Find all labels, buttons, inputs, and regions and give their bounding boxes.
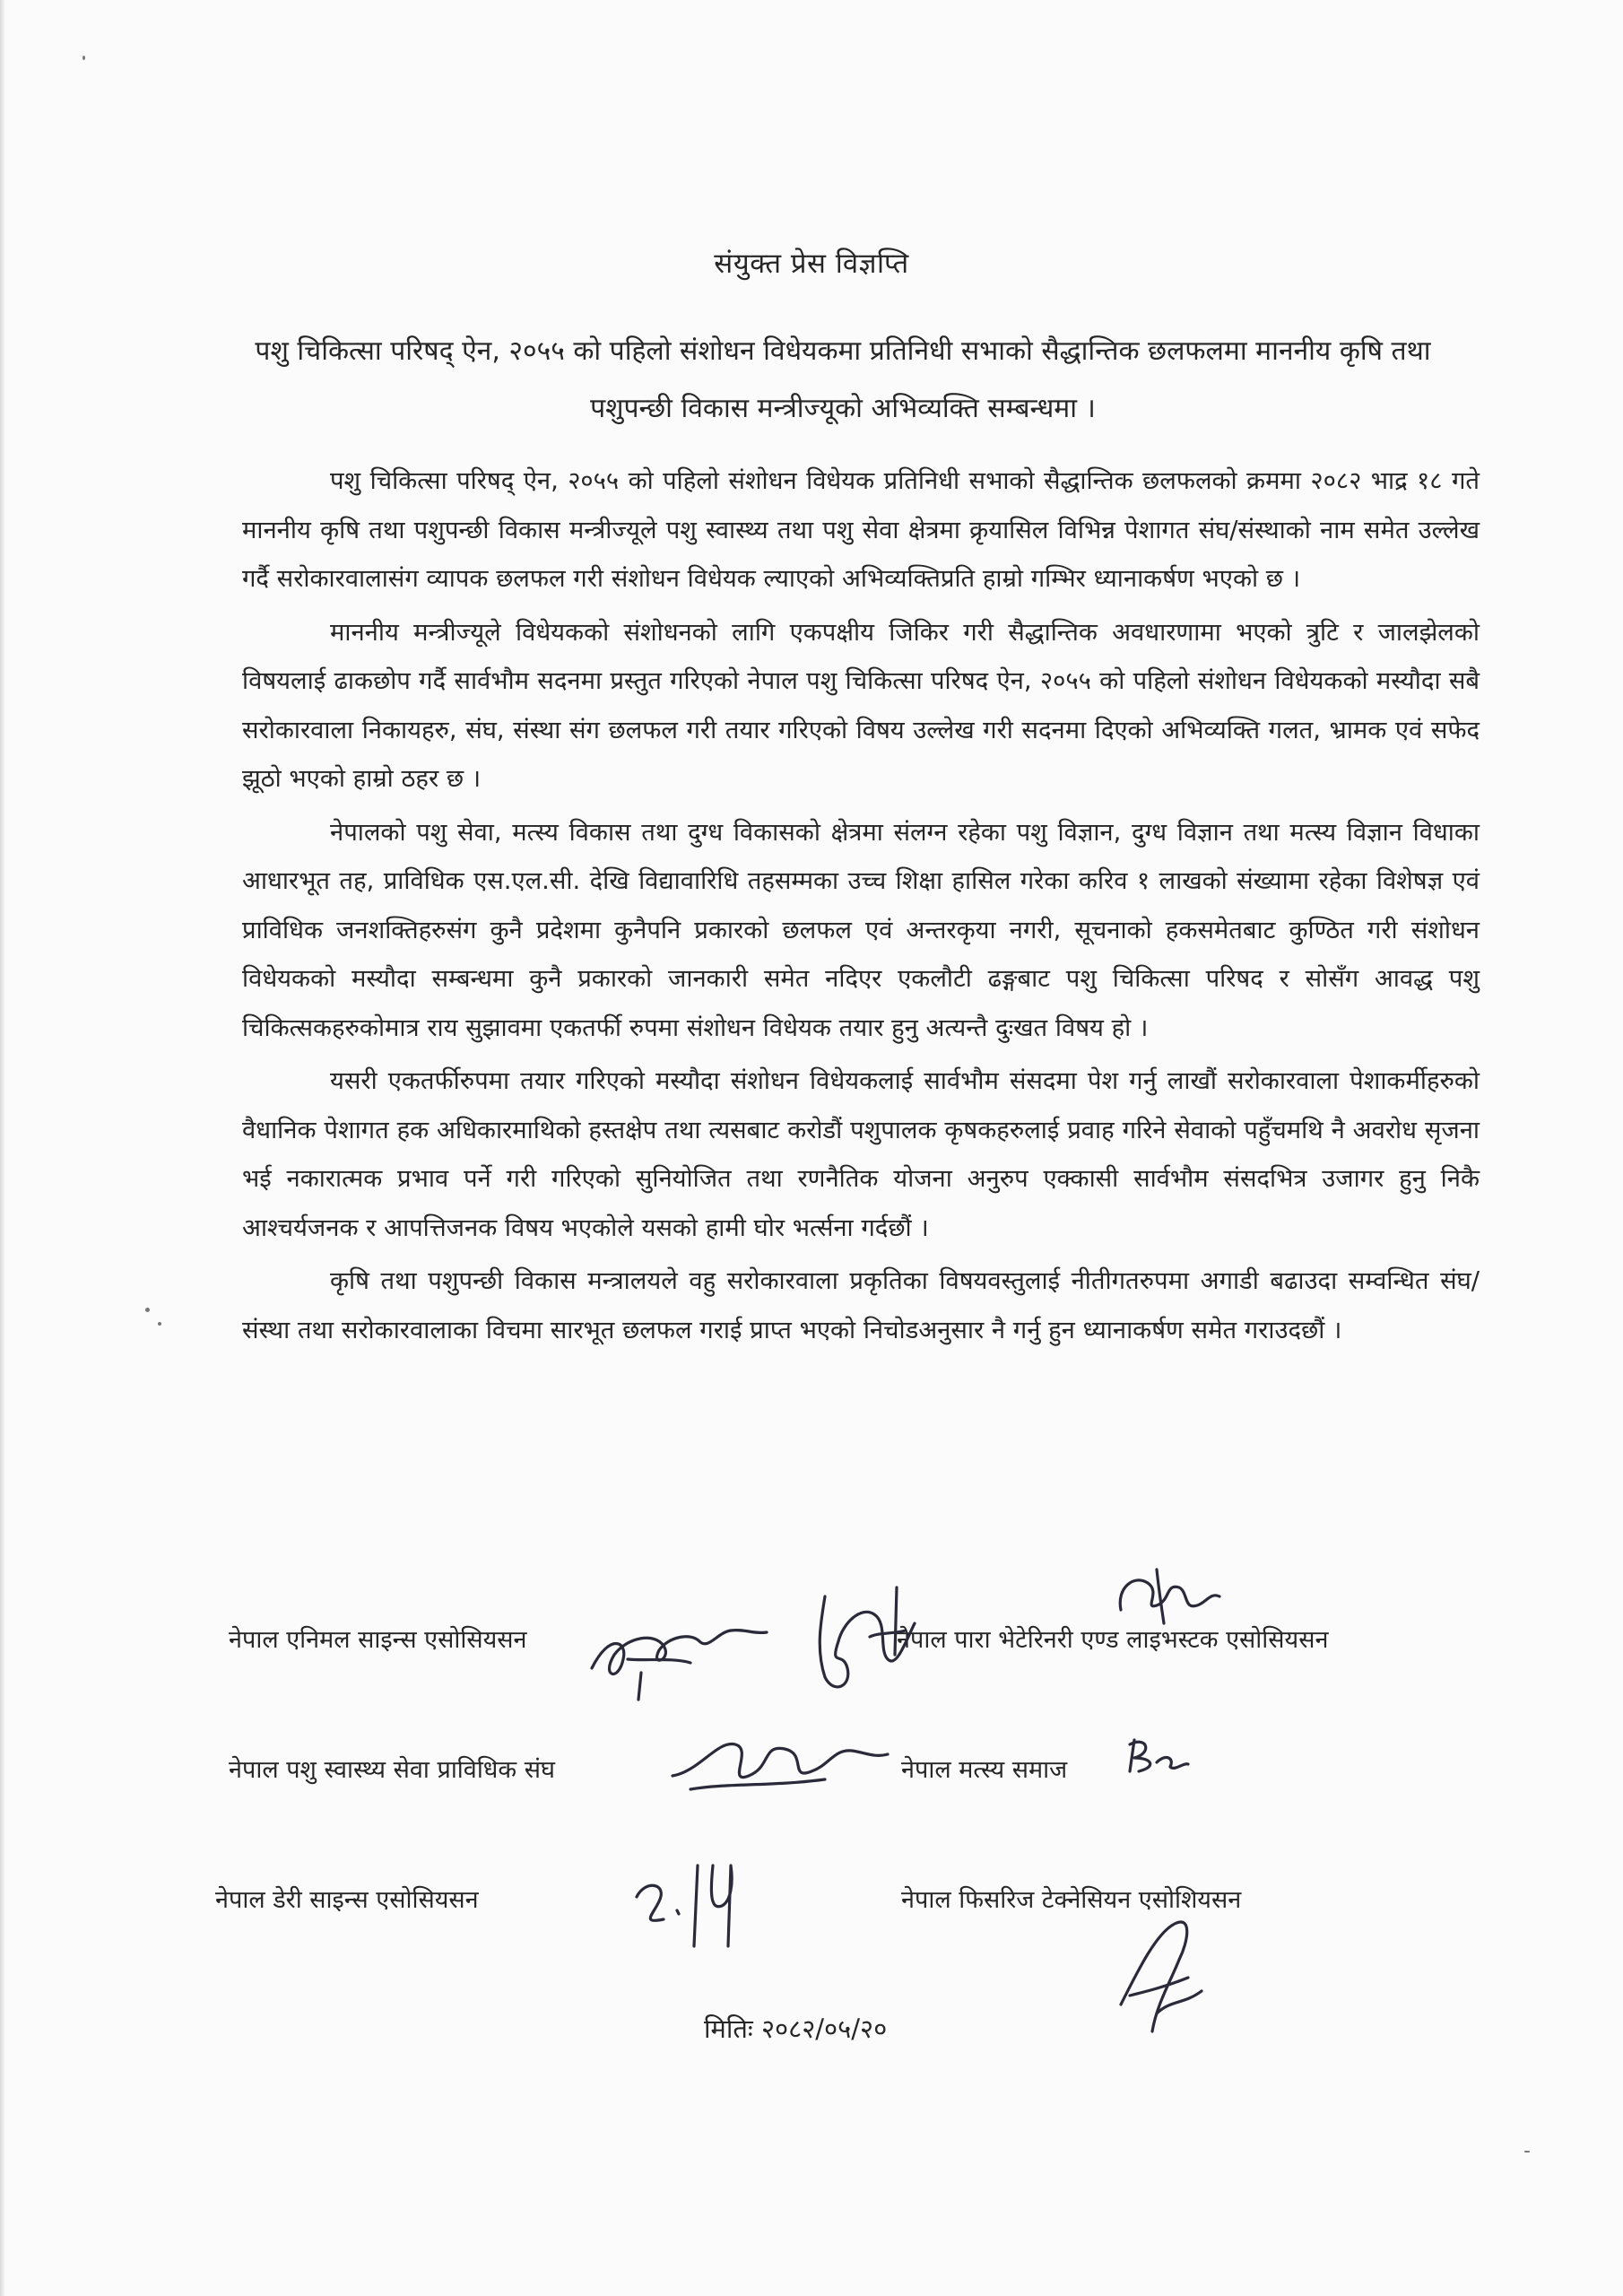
scan-edge-shadow <box>0 0 5 2296</box>
signature-paravet <box>1094 1556 1228 1637</box>
body-paragraph: यसरी एकतर्फीरुपमा तयार गरिएको मस्यौदा संशोधन विधेयकलाई सार्वभौम संसदमा पेश गर्नु लाखौं सरोकारवाला पेशाकर्मीहरुको वैधानिक पेशागत हक अधिकारमाथिको हस्तक्षेप तथा त्यसबाट करोडौं पशुपालक कृषकहरुलाई प्रवाह गरिने सेवाको पहुँचमथि नै अवरोध सृजना भई नकारात्मक प्रभाव पर्ने गरी गरिएको सुनियोजित तथा रणनैतिक योजना अनुरुप एक्कासी सार्वभौम संसदभित्र उजागर हुनु निकै आश्चर्यजनक र आपत्तिजनक विषय भएकोले यसको हामी घोर भर्त्सना गर्दछौं । <box>242 1067 1480 1242</box>
body-paragraph: पशु चिकित्सा परिषद् ऐन, २०५५ को पहिलो संशोधन विधेयक प्रतिनिधी सभाको सैद्धान्तिक छलफलको क्रममा २०८२ भाद्र १८ गते माननीय कृषि तथा पशुपन्छी विकास मन्त्रीज्यूले पशु स्वास्थ्य तथा पशु सेवा क्षेत्रमा क्रृयासिल विभिन्न पेशागत संघ/संस्थाको नाम समेत उल्लेख गर्दै सरोकारवालासंग व्यापक छलफल गरी संशोधन विधेयक ल्याएको अभिव्यक्तिप्रति हाम्रो गम्भिर ध्यानाकर्षण भएको छ । <box>242 467 1480 593</box>
signature-dairy-science <box>628 1848 744 1964</box>
org-dairy-science: नेपाल डेरी साइन्स एसोसियसन <box>215 1886 479 1914</box>
signature-animal-health-technical <box>664 1722 897 1803</box>
signature-fisheries-technician <box>1103 1897 1219 2049</box>
signature-center-large <box>789 1570 933 1740</box>
org-paravet-livestock: नेपाल पारा भेटेरिनरी एण्ड लाइभस्टक एसोसियसन <box>897 1626 1329 1654</box>
signature-animal-science <box>574 1605 780 1704</box>
org-fisheries-technician: नेपाल फिसरिज टेक्नेसियन एसोशियसन <box>901 1886 1242 1914</box>
body-paragraph: नेपालको पशु सेवा, मत्स्य विकास तथा दुग्ध विकासको क्षेत्रमा संलग्न रहेका पशु विज्ञान, दुग्ध विज्ञान तथा मत्स्य विज्ञान विधाका आधारभूत तह, प्राविधिक एस.एल.सी. देखि विद्यावारिधि तहसम्मका उच्च शिक्षा हासिल गरेका करिव १ लाखको संख्यामा रहेका विशेषज्ञ एवं प्राविधिक जनशक्तिहरुसंग कुनै प्रदेशमा कुनैपनि प्रकारको छलफल एवं अन्तरकृया नगरी, सूचनाको हकसमेतबाट कुण्ठित गरी संशोधन विधेयकको मस्यौदा सम्बन्धमा कुनै प्रकारको जानकारी समेत नदिएर एकलौटी ढङ्गबाट पशु चिकित्सा परिषद र सोसँग आवद्ध पशु चिकित्सकहरुकोमात्र राय सुझावमा एकतर्फी रुपमा संशोधन विधेयक तयार हुनु अत्यन्तै दुःखत विषय हो । <box>242 818 1480 1042</box>
signature-fisheries-society <box>1121 1726 1193 1780</box>
document-body <box>242 457 1480 1360</box>
org-animal-science: नेपाल एनिमल साइन्स एसोसियसन <box>229 1626 527 1654</box>
document-date: मितिः २०८२/०५/२० <box>704 2013 888 2044</box>
scan-speck <box>145 1308 150 1312</box>
scan-speck <box>82 56 85 60</box>
document-subject: पशु चिकित्सा परिषद् ऐन, २०५५ को पहिलो संशोधन विधेयकमा प्रतिनिधी सभाको सैद्धान्तिक छलफलमा माननीय कृषि तथा पशुपन्छी विकास मन्त्रीज्यूको अभिव्यक्ति सम्बन्धमा । <box>255 335 1431 424</box>
body-paragraph: माननीय मन्त्रीज्यूले विधेयकको संशोधनको लागि एकपक्षीय जिकिर गरी सैद्धान्तिक अवधारणामा भएको त्रुटि र जालझेलको विषयलाई ढाकछोप गर्दै सार्वभौम सदनमा प्रस्तुत गरिएको नेपाल पशु चिकित्सा परिषद ऐन, २०५५ को पहिलो संशोधन विधेयकको मस्यौदा सबै सरोकारवाला निकायहरु, संघ, संस्था संग छलफल गरी तयार गरिएको विषय उल्लेख गरी सदनमा दिएको अभिव्यक्ति गलत, भ्रामक एवं सफेद झूठो भएको हाम्रो ठहर छ । <box>242 618 1480 793</box>
org-fisheries-society: नेपाल मत्स्य समाज <box>901 1756 1068 1784</box>
scan-speck <box>1524 2151 1530 2152</box>
body-paragraph: कृषि तथा पशुपन्छी विकास मन्त्रालयले वहु सरोकारवाला प्रकृतिका विषयवस्तुलाई नीतीगतरुपमा अगाडी बढाउदा सम्वन्धित संघ/संस्था तथा सरोकारवालाका विचमा सारभूत छलफल गराई प्राप्त भएको निचोडअनुसार नै गर्नु हुन ध्यानाकर्षण समेत गराउदछौं । <box>242 1267 1480 1344</box>
scan-speck <box>158 1322 161 1326</box>
document-title: संयुक्त प्रेस विज्ञप्ति <box>714 248 909 280</box>
org-animal-health-technical: नेपाल पशु स्वास्थ्य सेवा प्राविधिक संघ <box>229 1756 555 1784</box>
